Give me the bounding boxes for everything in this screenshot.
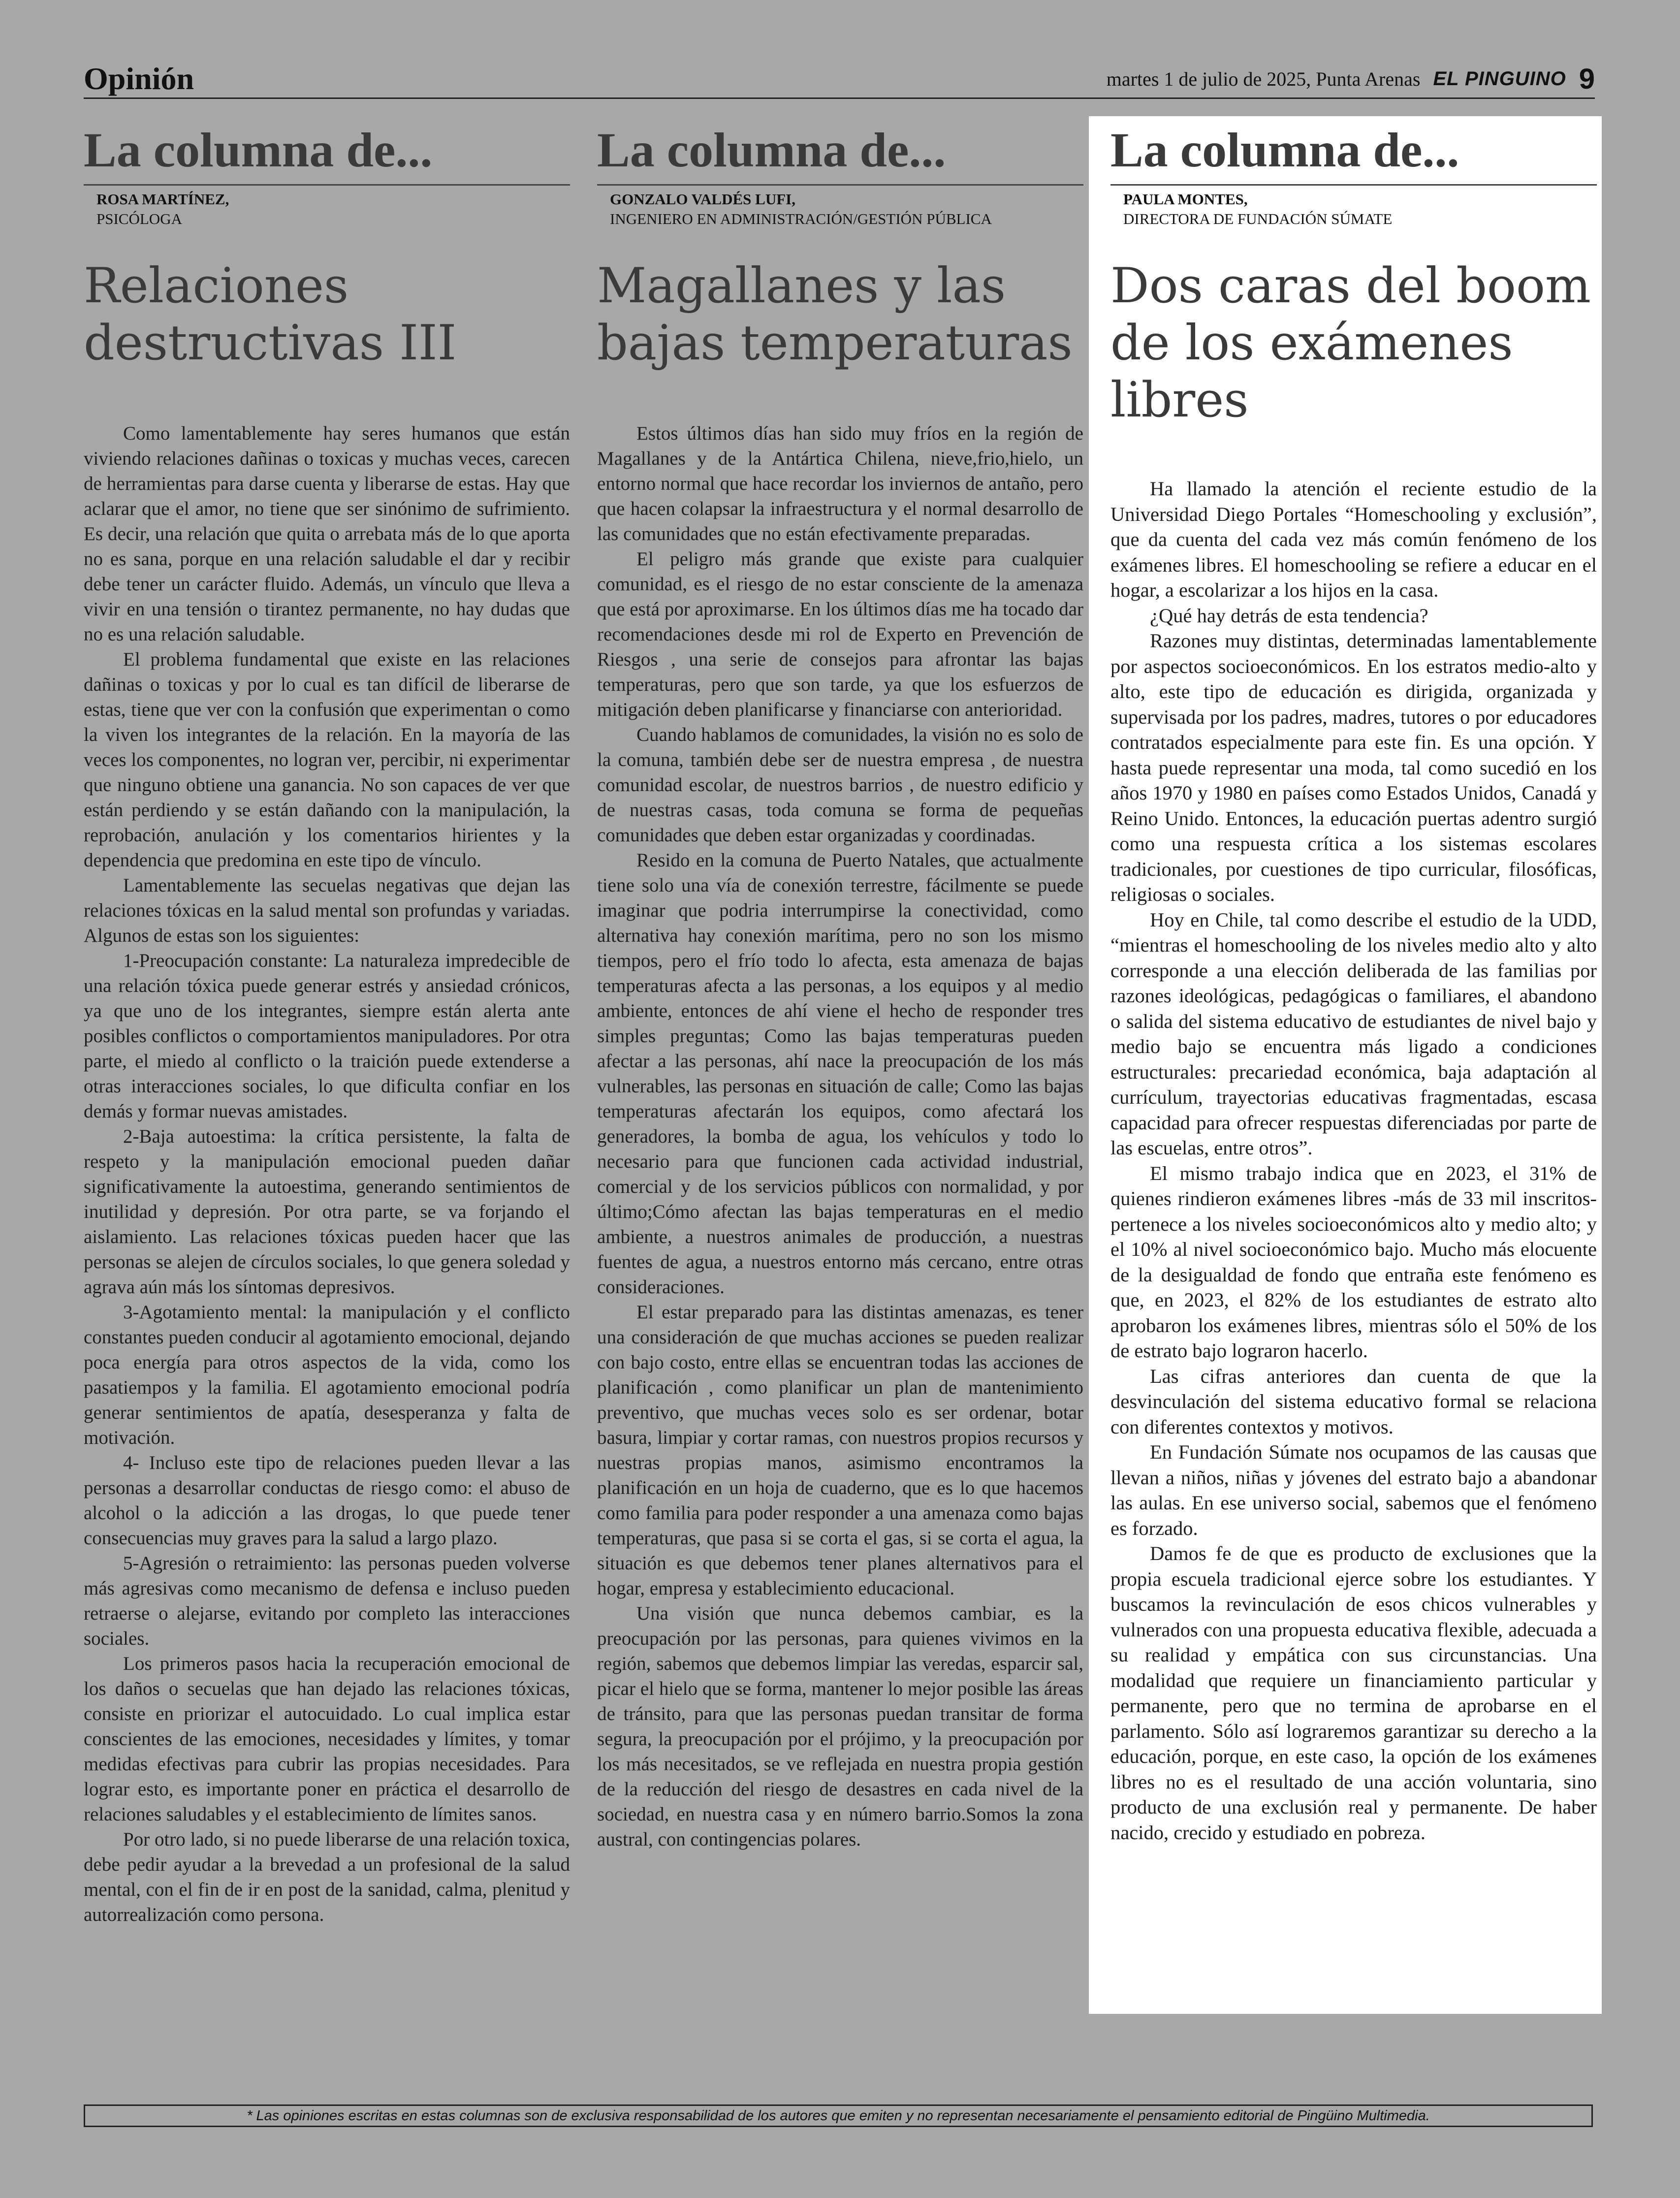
body-paragraph: Una visión que nunca debemos cambiar, es la preocupación por las personas, para quienes vivimos en la región, sabemos que debemos limpiar las veredas, esparcir sal, picar el hielo que se forma, mantener lo mejor posible las áreas de tránsito, para que las personas puedan transitar de forma segura, la preocupación por el prójimo, y la preocupación por los más necesitados, se ve reflejada en nuestra propia gestión de la reducción del riesgo de desastres en cada nivel de la sociedad, en nuestra casa y en número barrio.Somos la zona austral, con contingencias polares. — [597, 1603, 1083, 1850]
article-body — [1110, 476, 1597, 1845]
author-role: DIRECTORA DE FUNDACIÓN SÚMATE — [1123, 210, 1393, 227]
body-paragraph: Resido en la comuna de Puerto Natales, que actualmente tiene solo una vía de conexión terrestre, fácilmente se puede imaginar que podria interrumpirse la conectividad, como alternativa hay conexión marítima, pero no son los mismo tiempos, pero el frío todo lo afecta, esta amenaza de bajas temperaturas afecta a las personas, a los equipos y al medio ambiente, entonces de ahí viene el hecho de responder tres simples preguntas; Como las bajas temperaturas pueden afectar a las personas, ahí nace la preocupación de los más vulnerables, las personas en situación de calle; Como las bajas temperaturas afectarán los equipos, como afectará los generadores, la bomba de agua, los vehículos y todo lo necesario para que funcionen cada actividad industrial, comercial y de los servicios públicos con normalidad, y por último;Cómo afectan las bajas temperaturas en el medio ambiente, a nuestros animales de producción, a nuestras fuentes de agua, a nuestros entorno más cercano, entre otras consideraciones. — [597, 850, 1083, 1298]
author-name: GONZALO VALDÉS LUFI, — [610, 191, 795, 208]
body-paragraph: Razones muy distintas, determinadas lamentablemente por aspectos socioeconómicos. En los estratos medio-alto y alto, este tipo de educación es dirigida, organizada y supervisada por los padres, madres, tutores o por educadores contratados especialmente para este fin. Es una opción. Y hasta puede representar una moda, tal como sucedió en los años 1970 y 1980 en países como Estados Unidos, Canadá y Reino Unido. Entonces, la educación puertas adentro surgió como una respuesta crítica a los sistemas escolares tradicionales, por cuestiones de tipo curricular, filosóficas, religiosas o sociales. — [1110, 630, 1597, 905]
body-paragraph: El problema fundamental que existe en las relaciones dañinas o toxicas y por lo cual es tan difícil de liberarse de estas, tiene que ver con la confusión que experimentan o como la viven los integrantes de la relación. En la mayoría de las veces los componentes, no logran ver, percibir, ni experimentar que ninguno obtiene una ganancia. No son capaces de ver que están perdiendo y se están dañando con la manipulación, la reprobación, anulación y los comentarios hirientes y la dependencia que predomina en este tipo de vínculo. — [84, 649, 570, 871]
author-name: ROSA MARTÍNEZ, — [96, 191, 229, 208]
body-paragraph: 3-Agotamiento mental: la manipulación y el conflicto constantes pueden conducir al agotamiento emocional, dejando poca energía para otros aspectos de la vida, como los pasatiempos y la familia. El agotamiento emocional podría generar sentimientos de apatía, desesperanza y falta de motivación. — [84, 1302, 570, 1448]
column-kicker: La columna de... — [1110, 118, 1597, 186]
footer-disclaimer: * Las opiniones escritas en estas columnas son de exclusiva responsabilidad de los autores que emiten y no representan necesariamente el pensamiento editorial de Pingüino Multimedia. — [84, 2104, 1593, 2127]
body-paragraph: El peligro más grande que existe para cualquier comunidad, es el riesgo de no estar consciente de la amenaza que está por aproximarse. En los últimos días me ha tocado dar recomendaciones desde mi rol de Experto en Prevención de Riesgos , una serie de consejos para afrontar las bajas temperaturas, pero que son tarde, ya que los esfuerzos de mitigación deben planificarse y financiarse con anterioridad. — [597, 548, 1083, 720]
column-1 — [84, 118, 570, 1927]
body-paragraph: Damos fe de que es producto de exclusiones que la propia escuela tradicional ejerce sobre los estudiantes. Y buscamos la revinculación de esos chicos vulnerables y vulnerados con una propuesta educativa flexible, adecuada a su realidad y empática con sus circunstancias. Una modalidad que requiere un financiamiento particular y permanente, pero que no termina de aprobarse en el parlamento. Sólo así lograremos garantizar su derecho a la educación, porque, en este caso, la opción de los exámenes libres no es el resultado de una acción voluntaria, sino producto de una exclusión real y permanente. De haber nacido, crecido y estudiado en pobreza. — [1110, 1542, 1597, 1844]
body-paragraph: Estos últimos días han sido muy fríos en la región de Magallanes y de la Antártica Chilena, nieve,frio,hielo, un entorno normal que hace recordar los inviernos de antaño, pero que hacen colapsar la infraestructura y el normal desarrollo de las comunidades que no están efectivamente preparadas. — [597, 423, 1083, 544]
author-role: INGENIERO EN ADMINISTRACIÓN/GESTIÓN PÚBLICA — [610, 210, 992, 227]
body-paragraph: 1-Preocupación constante: La naturaleza impredecible de una relación tóxica puede generar estrés y ansiedad crónicos, ya que uno de los integrantes, siempre están alerta ante posibles conflictos o comportamientos manipuladores. Por otra parte, el miedo al conflicto o la traición puede extenderse a otras interacciones sociales, lo que dificulta confiar en los demás y formar nuevas amistades. — [84, 950, 570, 1122]
page-header — [84, 60, 1595, 99]
body-paragraph: 5-Agresión o retraimiento: las personas pueden volverse más agresivas como mecanismo de defensa e incluso pueden retraerse o alejarse, evitando por completo las interacciones sociales. — [84, 1553, 570, 1649]
body-paragraph: Ha llamado la atención el reciente estudio de la Universidad Diego Portales “Homeschooling y exclusión”, que da cuenta del cada vez más común fenómeno de los exámenes libres. El homeschooling se refiere a educar en el hogar, a escolarizar a los hijos en la casa. — [1110, 478, 1597, 601]
section-name: Opinión — [84, 61, 194, 96]
author-role: PSICÓLOGA — [96, 210, 182, 227]
column-3-inner — [1110, 118, 1597, 1845]
article-body — [597, 421, 1083, 1852]
body-paragraph: Hoy en Chile, tal como describe el estudio de la UDD, “mientras el homeschooling de los niveles medio alto y alto corresponde a una elección deliberada de las familias por razones ideológicas, pedagógicas o familiares, el abandono o salida del sistema educativo de estudiantes de nivel bajo y medio bajo se encuentra más ligado a condiciones estructurales: precariedad económica, baja adaptación al currículum, trayectorias educativas fragmentadas, escasa capacidad para ofrecer respuestas diferenciadas por parte de las escuelas, entre otros”. — [1110, 908, 1597, 1159]
author-block — [1110, 190, 1597, 229]
body-paragraph: El estar preparado para las distintas amenazas, es tener una consideración de que muchas acciones se pueden realizar con bajo costo, entre ellas se encuentran todas las acciones de planificación , como planificar un plan de mantenimiento preventivo, que muchas veces solo es ser ordenar, botar basura, limpiar y cortar ramas, con nuestros propios recursos y nuestras propias manos, asimismo encontramos la planificación en un hoja de cuaderno, que es lo que hacemos como familia para poder responder a una amenaza como bajas temperaturas, que pasa si se corta el gas, si se corta el agua, la situación es que debemos tener planes alternativos para el hogar, empresa y establecimiento educacional. — [597, 1302, 1083, 1599]
body-paragraph: Como lamentablemente hay seres humanos que están viviendo relaciones dañinas o toxicas y muchas veces, carecen de herramientas para darse cuenta y liberarse de estas. Hay que aclarar que el amor, no tiene que ser sinónimo de sufrimiento. Es decir, una relación que quita o arrebata más de lo que aporta no es sana, porque en una relación saludable el dar y recibir debe tener un carácter fluido. Además, un vínculo que lleva a vivir en una tensión o tirantez permanente, no hay dudas que no es una relación saludable. — [84, 423, 570, 645]
body-paragraph: Por otro lado, si no puede liberarse de una relación toxica, debe pedir ayudar a la brevedad a un profesional de la salud mental, con el fin de ir en post de la sanidad, calma, plenitud y autorrealización como persona. — [84, 1829, 570, 1925]
headline: Relaciones destructivas III — [84, 258, 457, 371]
headline: Magallanes y las bajas temperaturas — [597, 258, 1073, 371]
body-paragraph: Lamentablemente las secuelas negativas que dejan las relaciones tóxicas en la salud mental son profundas y variadas. Algunos de estas son los siguientes: — [84, 875, 570, 946]
brand-logo: EL PINGUINO — [1433, 67, 1566, 90]
body-paragraph: En Fundación Súmate nos ocupamos de las causas que llevan a niños, niñas y jóvenes del estrato bajo a abandonar las aulas. En ese universo social, sabemos que el fenómeno es forzado. — [1110, 1441, 1597, 1539]
body-paragraph: Cuando hablamos de comunidades, la visión no es solo de la comuna, también debe ser de nuestra empresa , de nuestra comunidad escolar, de nuestros barrios , de nuestro edificio y de nuestras casas, toda comuna se forma de pequeñas comunidades que deben estar organizadas y coordinadas. — [597, 724, 1083, 846]
body-paragraph: 4- Incluso este tipo de relaciones pueden llevar a las personas a desarrollar conductas de riesgo como: el abuso de alcohol o la adicción a las drogas, lo que puede tener consecuencias muy graves para la salud a largo plazo. — [84, 1452, 570, 1549]
column-kicker: La columna de... — [84, 118, 570, 186]
column-3-highlighted — [1089, 116, 1602, 2014]
header-meta — [1107, 60, 1595, 97]
article-body — [84, 421, 570, 1927]
author-name: PAULA MONTES, — [1123, 191, 1248, 208]
dateline: martes 1 de julio de 2025, Punta Arenas — [1106, 67, 1421, 90]
body-paragraph: Los primeros pasos hacia la recuperación emocional de los daños o secuelas que han dejado las relaciones tóxicas, consiste en priorizar el autocuidado. Lo cual implica estar conscientes de las emociones, necesidades y límites, y tomar medidas efectivas para cubrir las propias necesidades. Para lograr esto, es importante poner en práctica el desarrollo de relaciones saludables y el establecimiento de límites sanos. — [84, 1653, 570, 1825]
body-paragraph: 2-Baja autoestima: la crítica persistente, la falta de respeto y la manipulación emocional pueden dañar significativamente la autoestima, generando sentimientos de inutilidad y depresión. Por otra parte, se va forjando el aislamiento. Las relaciones tóxicas pueden hacer que las personas se alejen de círculos sociales, lo que genera soledad y agrava aún más los síntomas depresivos. — [84, 1126, 570, 1298]
headline: Dos caras del boom de los exámenes libres — [1110, 258, 1591, 428]
body-paragraph: ¿Qué hay detrás de esta tendencia? — [1150, 604, 1428, 627]
page-number: 9 — [1579, 63, 1595, 95]
column-kicker: La columna de... — [597, 118, 1083, 186]
author-block — [84, 190, 570, 229]
column-2 — [597, 118, 1083, 1852]
body-paragraph: El mismo trabajo indica que en 2023, el 31% de quienes rindieron exámenes libres -más de 33 mil inscritos- pertenece a los niveles socioeconómicos alto y medio alto; y el 10% al nivel socioeconómico bajo. Mucho más elocuente de la desigualdad de fondo que entraña este fenómeno es que, en 2023, el 82% de los estudiantes de estrato alto aprobaron los exámenes libres, mientras sólo el 50% de los de estrato bajo lograron hacerlo. — [1110, 1162, 1597, 1362]
author-block — [597, 190, 1083, 229]
body-paragraph: Las cifras anteriores dan cuenta de que la desvinculación del sistema educativo formal se relaciona con diferentes contextos y motivos. — [1110, 1365, 1597, 1438]
